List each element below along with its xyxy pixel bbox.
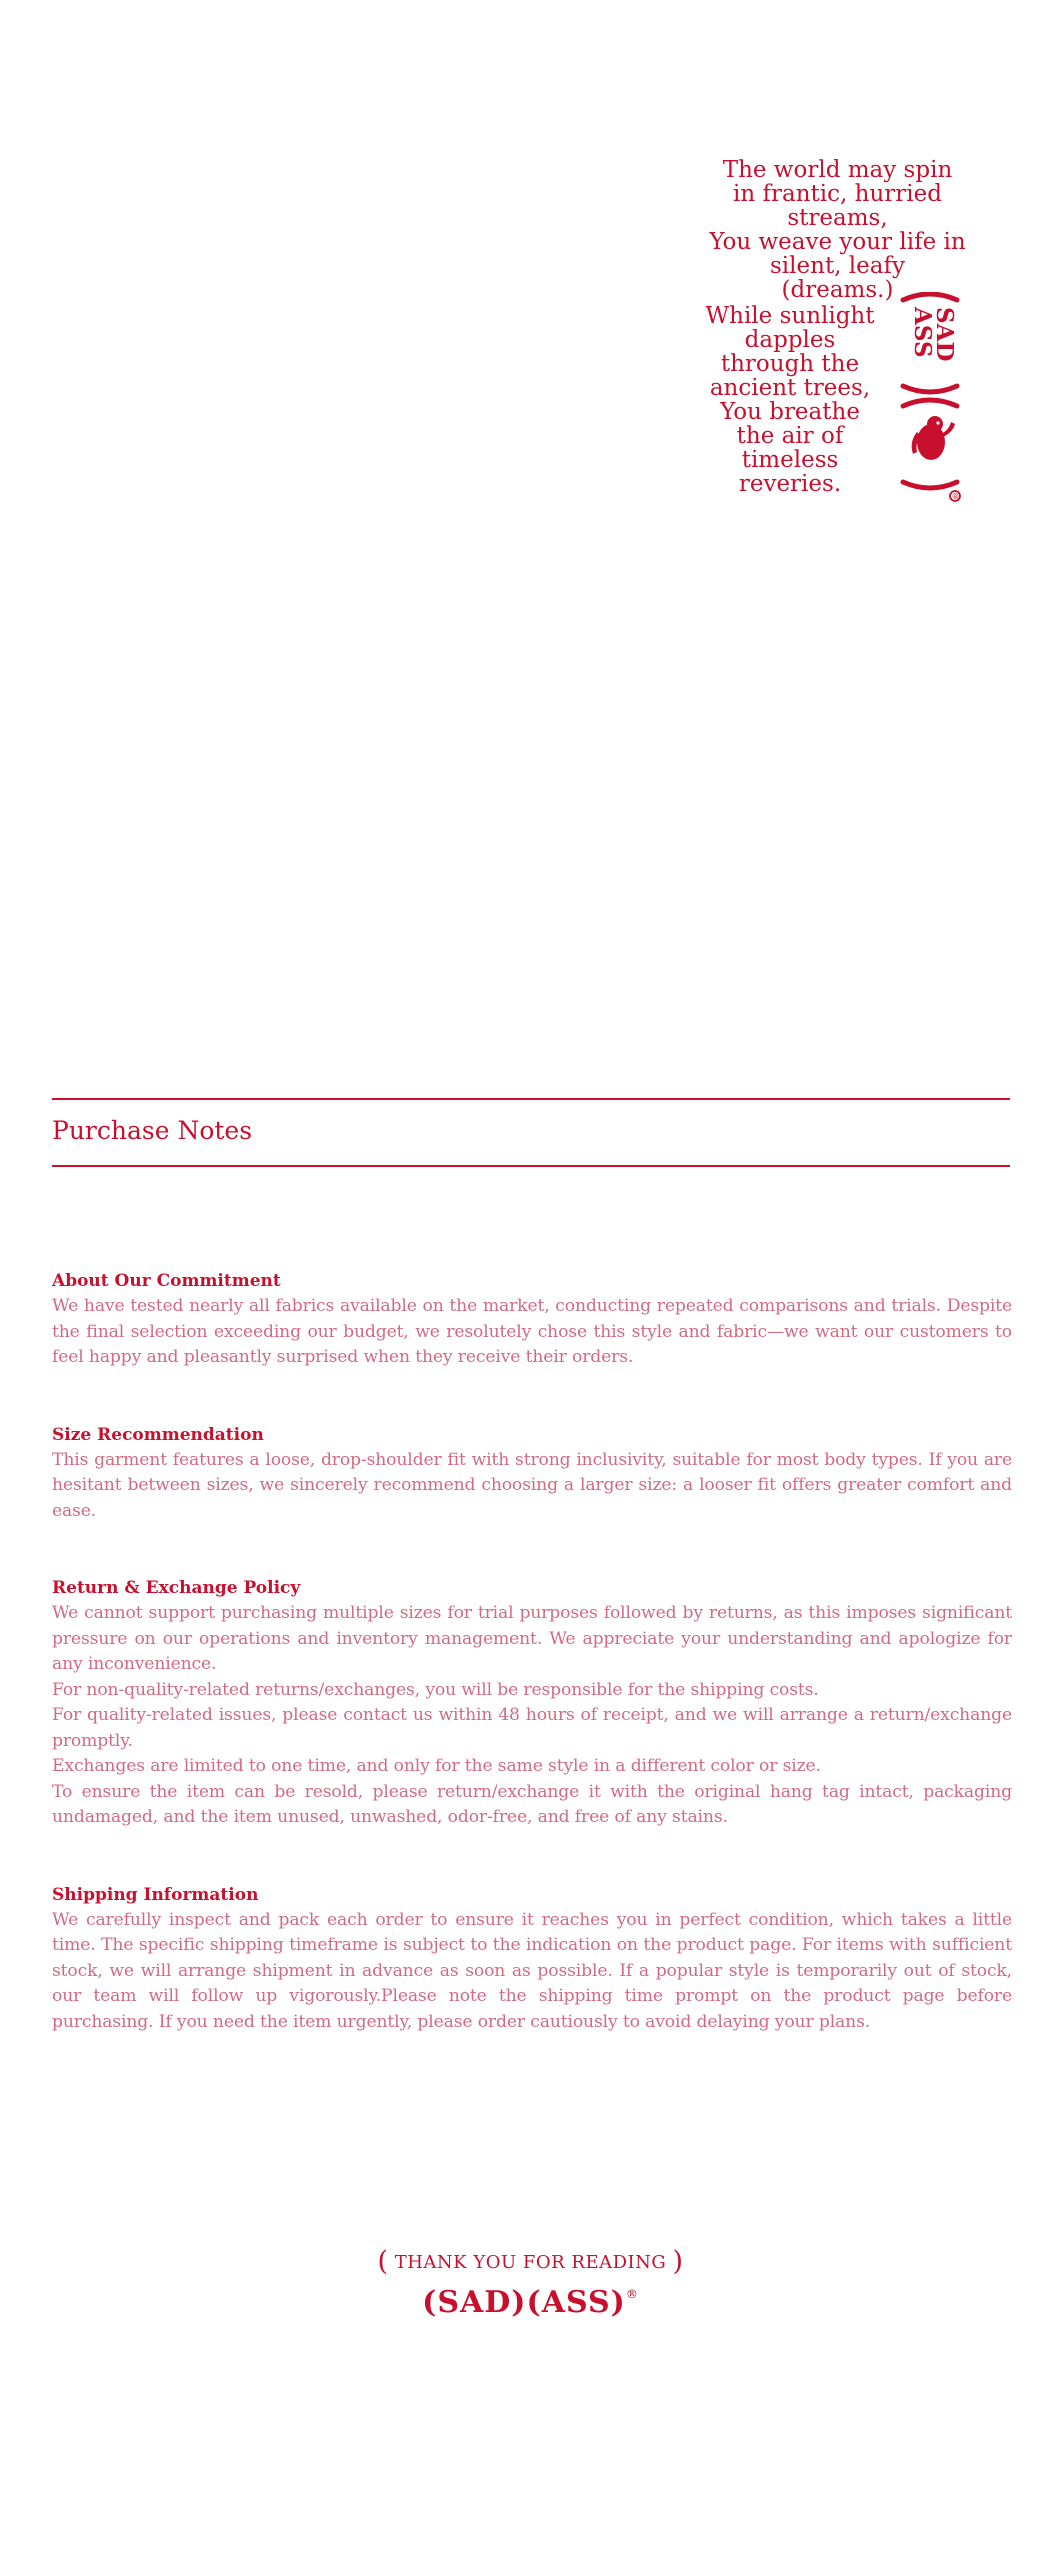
note-paragraph: We have tested nearly all fabrics available on the market, conducting repeated comparisons and trials. Despite the final selection exceeding our budget, we resolutely chose this style and fabric—we want our customers to feel happy and pleasantly surprised when they receive their orders. (52, 1296, 1012, 1367)
note-paragraph: To ensure the item can be resold, please return/exchange it with the original hang tag intact, packaging undamaged, and the item unused, unwashed, odor-free, and free of any stains. (52, 1781, 1012, 1827)
poem-line: (dreams.) (781, 277, 894, 303)
note-heading: Return & Exchange Policy (52, 1578, 301, 1598)
footer (0, 2246, 1061, 2320)
note-body (52, 1448, 1012, 1525)
close-paren: ) (672, 2246, 684, 2277)
note-returns (52, 1575, 1012, 1831)
note-heading: Size Recommendation (52, 1424, 264, 1445)
poem-line: silent, leafy (770, 253, 905, 279)
poem-line: dapples (744, 327, 836, 353)
poem-line: in frantic, hurried (733, 181, 942, 207)
note-body (52, 1601, 1012, 1831)
poem-line: timeless (741, 447, 839, 473)
poem-line: ancient trees, (709, 375, 871, 401)
note-paragraph: For non-quality-related returns/exchanges, you will be responsible for the shipping costs. (52, 1679, 819, 1700)
note-shipping (52, 1882, 1012, 2036)
divider-top (52, 1098, 1010, 1100)
poem-line: the air of (736, 423, 844, 449)
note-paragraph: Exchanges are limited to one time, and only for the same style in a different color or size. (52, 1756, 821, 1776)
note-body (52, 1908, 1012, 2036)
poem-line: While sunlight (705, 303, 875, 329)
brand-name: (SAD)(ASS) (422, 2285, 626, 2320)
logo-registered-mark: ® (951, 492, 960, 501)
logo-word-ass: ASS (909, 307, 936, 358)
note-paragraph: This garment features a loose, drop-shoulder fit with strong inclusivity, suitable for most body types. If you are hesitant between sizes, we sincerely recommend choosing a larger size: a looser fit offers greater comfort and ease. (52, 1449, 1012, 1521)
poem-line: streams, (787, 205, 888, 231)
logo-word-sad: SAD (931, 307, 958, 362)
open-paren: ( (377, 2246, 389, 2277)
purchase-notes (52, 1268, 1012, 2086)
note-heading: Shipping Information (52, 1884, 259, 1905)
note-body (52, 1294, 1012, 1371)
poem-stanza-top (700, 158, 975, 302)
poem-line: through the (720, 351, 860, 377)
note-size (52, 1422, 1012, 1525)
poem-line: The world may spin (722, 157, 953, 183)
thank-you-text: THANK YOU FOR READING (394, 2252, 667, 2273)
note-paragraph: For quality-related issues, please contact us within 48 hours of receipt, and we will arrange a return/exchange promptly. (52, 1705, 1012, 1751)
note-heading: About Our Commitment (52, 1271, 281, 1291)
note-paragraph: We carefully inspect and pack each order to ensure it reaches you in perfect condition, which takes a little time. The specific shipping timeframe is subject to the indication on the product page. For items with sufficient stock, we will arrange shipment in advance as soon as possible. If a popular style is temporarily out of stock, our team will follow up vigorously.Please note the shipping time prompt on the product page before purchasing. If you need the item urgently, please order cautiously to avoid delaying your plans. (52, 1909, 1012, 2032)
poem-stanza-bottom (700, 304, 880, 496)
note-commitment (52, 1268, 1012, 1371)
thank-you-line (0, 2246, 1061, 2277)
poem-line: reveries. (738, 471, 842, 497)
section-title: Purchase Notes (52, 1116, 253, 1145)
note-paragraph: We cannot support purchasing multiple sizes for trial purposes followed by returns, as this imposes significant pressure on our operations and inventory management. We appreciate your understanding and apologize for any inconvenience. (52, 1603, 1012, 1674)
poem-line: You breathe (720, 399, 860, 425)
registered-mark: ® (625, 2287, 639, 2301)
divider-bottom (52, 1165, 1010, 1167)
brand-logo-vertical (895, 292, 965, 506)
sloth-icon (912, 416, 955, 460)
brand-wordmark (0, 2285, 1061, 2320)
poem-line: You weave your life in (709, 229, 966, 255)
